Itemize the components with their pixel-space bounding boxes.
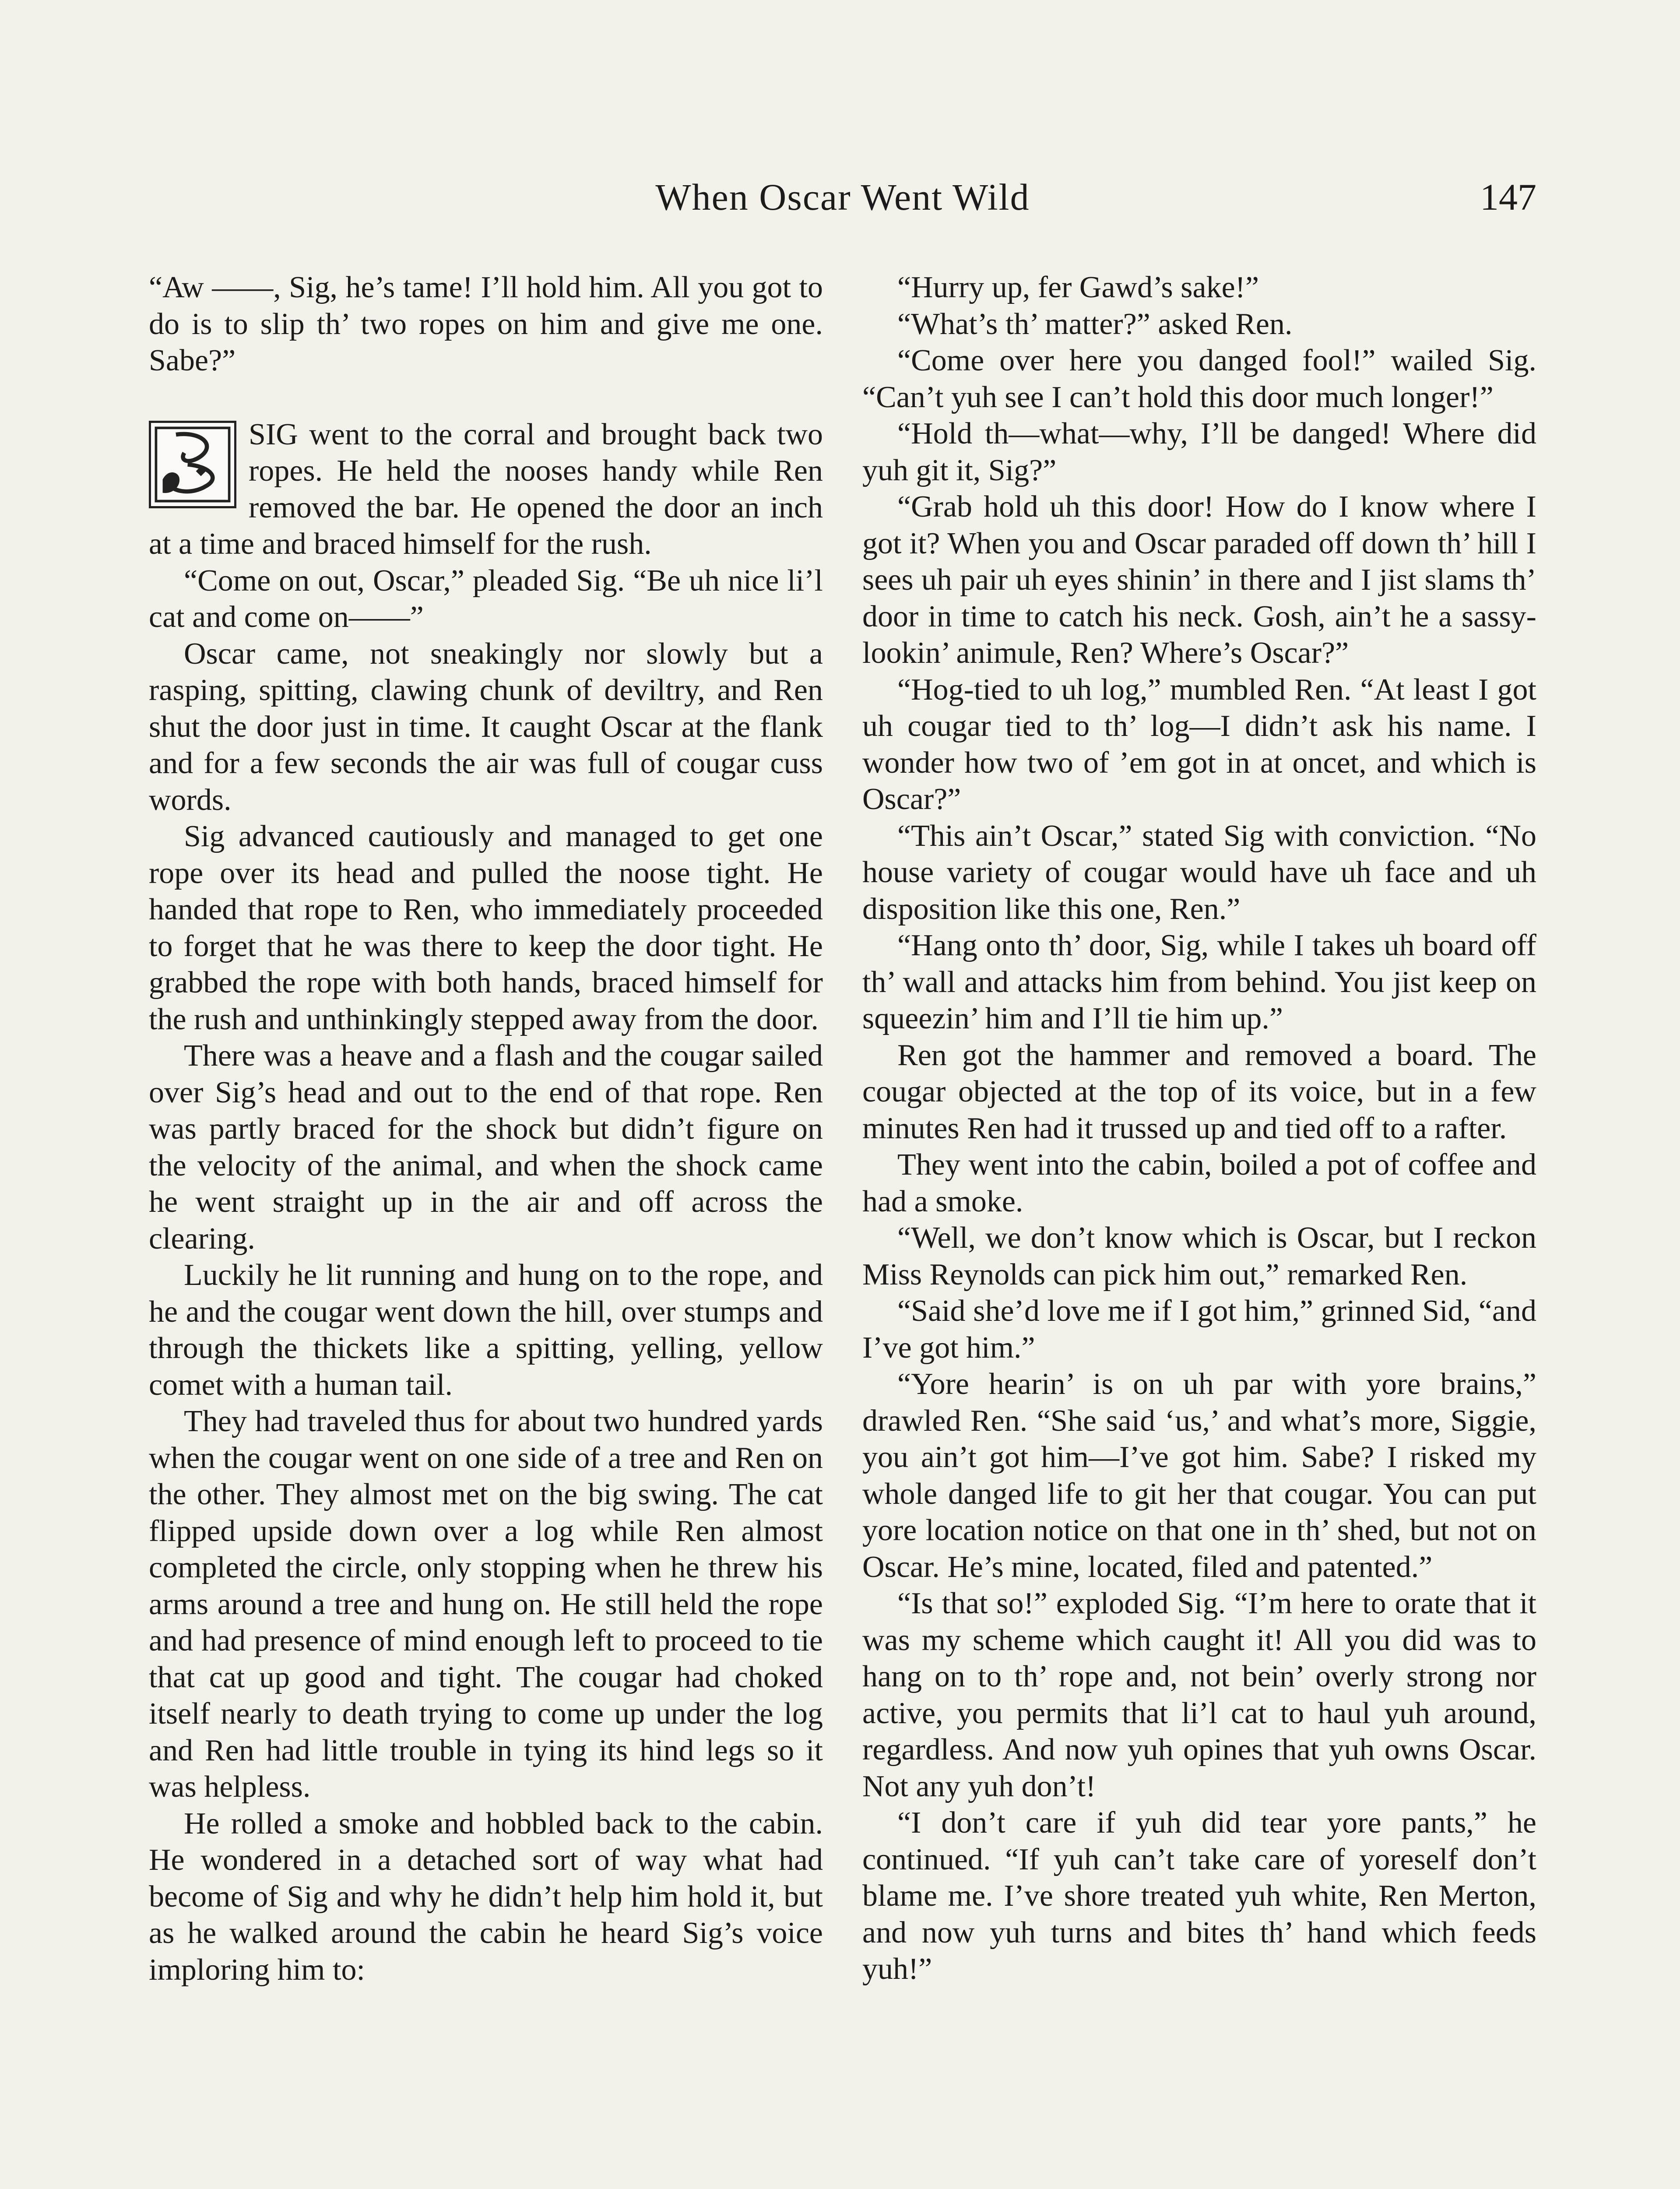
left-column xyxy=(149,269,823,1988)
page-header xyxy=(149,175,1536,232)
paragraph: “I don’t care if yuh did tear yore pants,” he continued. “If yuh can’t take care of yoreself don’t blame me. I’ve shore treated yuh white, Ren Merton, and now yuh turns and bites th’ hand which feeds yuh!” xyxy=(862,1806,1536,1986)
paragraph: “What’s th’ matter?” asked Ren. xyxy=(897,307,1293,341)
paragraph: “Is that so!” exploded Sig. “I’m here to orate that it was my scheme which caught it! All you did was to hang on to th’ rope and, not bein’ overly strong nor active, you permits that li’l cat to haul yuh around, regardless. And now yuh opines that yuh owns Oscar. Not any yuh don’t! xyxy=(862,1587,1536,1803)
paragraph: “Aw ——, Sig, he’s tame! I’ll hold him. All you got to do is to slip th’ two ropes on him and give me one. Sabe?” xyxy=(149,271,823,377)
illustrated-drop-cap-icon xyxy=(149,421,236,508)
paragraph: Sig advanced cautiously and managed to get one rope over its head and pulled the noose tight. He handed that rope to Ren, who immediately proceeded to forget that he was there to keep the door tight. He grabbed the rope with both hands, braced himself for the rush and unthinkingly stepped away from the door. xyxy=(149,820,823,1036)
paragraph: “Come on out, Oscar,” pleaded Sig. “Be uh nice li’l cat and come on——” xyxy=(149,563,823,634)
paragraph: Luckily he lit running and hung on to the rope, and he and the cougar went down the hill, over stumps and through the thickets like a spitting, yelling, yellow comet with a human tail. xyxy=(149,1258,823,1402)
paragraph: Ren got the hammer and removed a board. The cougar objected at the top of its voice, but in a few minutes Ren had it trussed up and tied off to a rafter. xyxy=(862,1038,1536,1145)
paragraph: They had traveled thus for about two hundred yards when the cougar went on one side of a tree and Ren on the other. They almost met on the big swing. The cat flipped upside down over a log while Ren almost completed the circle, only stopping when he threw his arms around a tree and hung on. He still held the rope and had presence of mind enough left to proceed to tie that cat up good and tight. The cougar had choked itself nearly to death trying to come up under the log and Ren had little trouble in tying its hind legs so it was helpless. xyxy=(149,1404,823,1804)
paragraph: “This ain’t Oscar,” stated Sig with conviction. “No house variety of cougar would have uh face and uh disposition like this one, Ren.” xyxy=(862,819,1536,926)
right-column xyxy=(862,269,1536,1988)
paragraph: There was a heave and a flash and the cougar sailed over Sig’s head and out to the end of that rope. Ren was partly braced for the shock but didn’t figure on the velocity of the animal, and when the shock came he went straight up in the air and off across the clearing. xyxy=(149,1039,823,1256)
paragraph: “Come over here you danged fool!” wailed Sig. “Can’t yuh see I can’t hold this door much longer!” xyxy=(862,344,1536,414)
page-number: 147 xyxy=(1480,176,1536,218)
paragraph: “Yore hearin’ is on uh par with yore brains,” drawled Ren. “She said ‘us,’ and what’s more, Siggie, you ain’t got him—I’ve got him. Sabe? I risked my whole danged life to git her that cougar. You can put yore location notice on that one in th’ shed, but not on Oscar. He’s mine, located, filed and patented.” xyxy=(862,1367,1536,1584)
paragraph: “Hurry up, fer Gawd’s sake!” xyxy=(897,271,1259,304)
paragraph: “Well, we don’t know which is Oscar, but I reckon Miss Reynolds can pick him out,” remarked Ren. xyxy=(862,1221,1536,1292)
paragraph: They went into the cabin, boiled a pot of coffee and had a smoke. xyxy=(862,1148,1536,1218)
paragraph: “Hog-tied to uh log,” mumbled Ren. “At least I got uh cougar tied to th’ log—I didn’t ask his name. I wonder how two of ’em got in at oncet, and which is Oscar?” xyxy=(862,672,1536,816)
paragraph: Oscar came, not sneakingly nor slowly but a rasping, spitting, clawing chunk of deviltry, and Ren shut the door just in time. It caught Oscar at the flank and for a few seconds the air was full of cougar cuss words. xyxy=(149,637,823,817)
running-title: When Oscar Went Wild xyxy=(655,176,1030,218)
paragraph-text: SIG went to the corral and brought back two ropes. He held the nooses handy while Ren removed the bar. He opened the door an inch at a time and braced himself for the rush. xyxy=(149,417,823,561)
paragraph: He rolled a smoke and hobbled back to the cabin. He wondered in a detached sort of way what had become of Sig and why he didn’t help him hold it, but as he walked around the cabin he heard Sig’s voice imploring him to: xyxy=(149,1806,823,1987)
paragraph: “Grab hold uh this door! How do I know where I got it? When you and Oscar paraded off down th’ hill I sees uh pair uh eyes shinin’ in there and I jist slams th’ door in time to catch his neck. Gosh, ain’t he a sassy-lookin’ animule, Ren? Where’s Oscar?” xyxy=(862,490,1536,670)
paragraph-with-dropcap xyxy=(149,416,823,563)
paragraph: “Hang onto th’ door, Sig, while I takes uh board off th’ wall and attacks him from behind. You jist keep on squeezin’ him and I’ll tie him up.” xyxy=(862,929,1536,1035)
paragraph: “Hold th—what—why, I’ll be danged! Where did yuh git it, Sig?” xyxy=(862,417,1536,487)
paragraph: “Said she’d love me if I got him,” grinned Sid, “and I’ve got him.” xyxy=(862,1294,1536,1365)
